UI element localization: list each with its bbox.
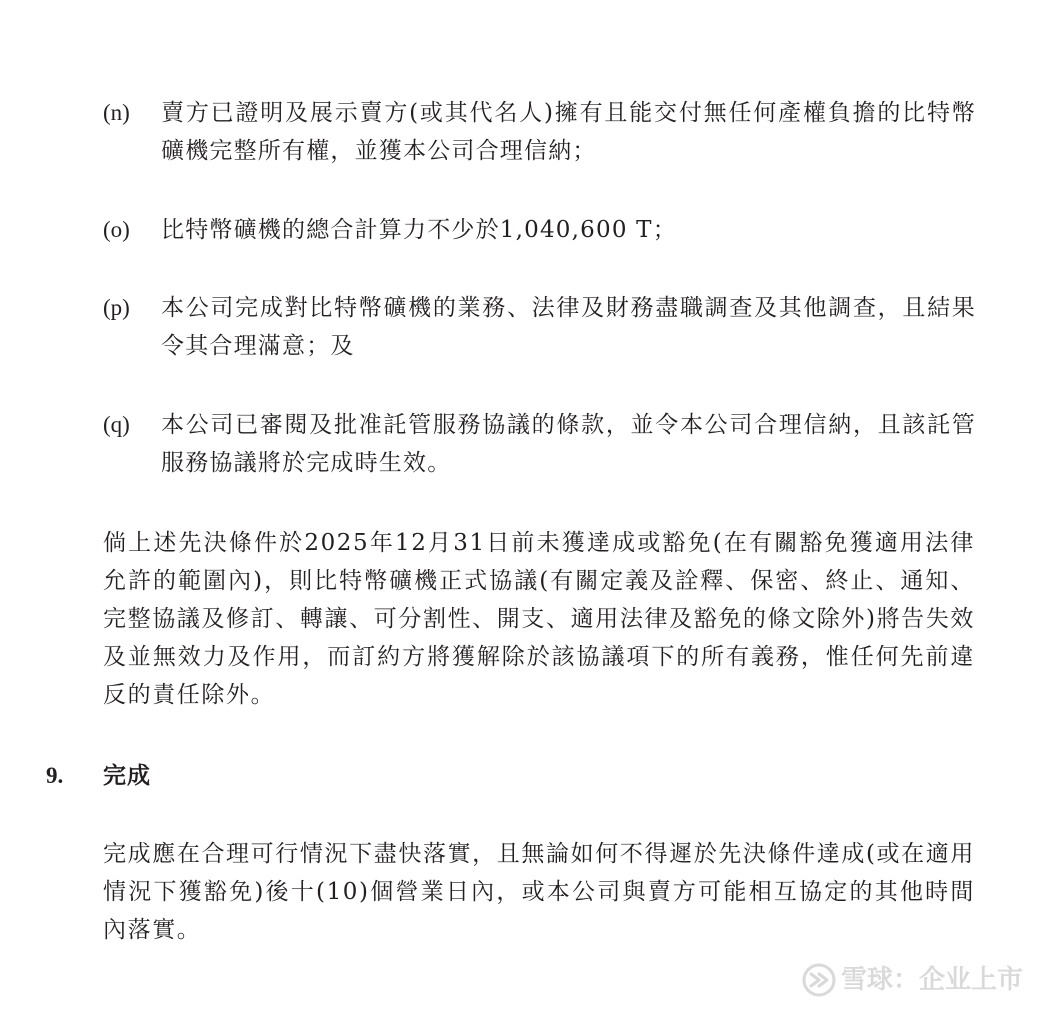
clause-marker: (n) <box>103 100 130 125</box>
paragraph-lapse: 倘上述先決條件於2025年12月31日前未獲達成或豁免(在有關豁免獲適用法律允許的範圍內)，則比特幣礦機正式協議(有關定義及詮釋、保密、終止、通知、完整協議及修訂、轉讓、可分割性、開支、適用法律及豁免的條文除外)將告失效及並無效力及作用，而訂約方將獲解除於該協議項下的所有義務，惟任何先前違反的責任除外。 <box>103 530 975 708</box>
section-body: 完成應在合理可行情況下盡快落實，且無論如何不得遲於先決條件達成(或在適用情況下獲豁免)後十(10)個營業日內，或本公司與賣方可能相互協定的其他時間內落實。 <box>103 841 975 943</box>
clause-text: 本公司完成對比特幣礦機的業務、法律及財務盡職調查及其他調查，且結果令其合理滿意；及 <box>161 295 976 359</box>
section-number: 9. <box>46 763 64 788</box>
clause-marker: (o) <box>103 217 130 242</box>
watermark <box>801 960 1023 1000</box>
clause-text: 賣方已證明及展示賣方(或其代名人)擁有且能交付無任何產權負擔的比特幣礦機完整所有權，並獲本公司合理信納； <box>161 100 976 164</box>
clause-text: 比特幣礦機的總合計算力不少於1,040,600 T； <box>161 217 677 243</box>
clause-marker: (q) <box>103 412 130 437</box>
snowball-logo-icon <box>801 962 837 998</box>
section-title: 完成 <box>103 762 151 789</box>
clause-text: 本公司已審閱及批准託管服務協議的條款，並令本公司合理信納，且該託管服務協議將於完成時生效。 <box>161 412 976 476</box>
watermark-text: 雪球：企业上市 <box>840 965 1023 995</box>
clause-marker: (p) <box>103 295 130 320</box>
